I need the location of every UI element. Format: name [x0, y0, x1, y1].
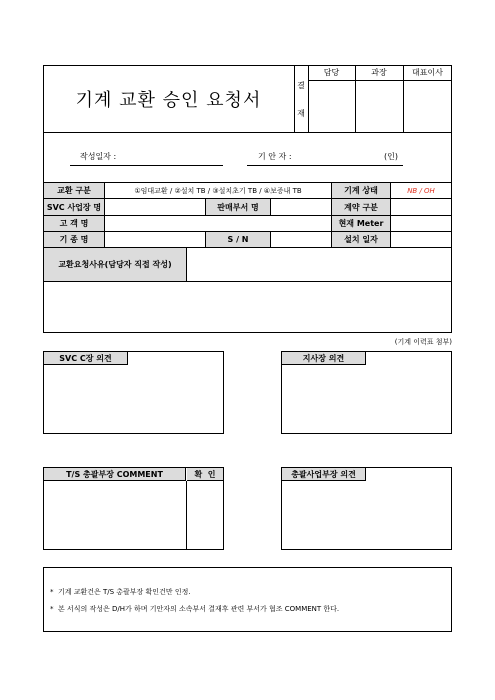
seal-label: (인) — [384, 152, 398, 161]
exchange-type-options[interactable]: ①임대교환 / ②설치 TB / ③설치초기 TB / ④보증내 TB — [134, 186, 302, 195]
approval-sign-ceo[interactable] — [404, 81, 451, 131]
branch-label: 지사장 의견 — [282, 352, 366, 365]
reason-label: 교환요청사유(담당자 직접 작성) — [44, 248, 187, 282]
confirm-label: 확 인 — [187, 468, 223, 481]
ts-manager-label: T/S 총괄부장 COMMENT — [44, 468, 186, 481]
business-manager-label: 총괄사업부장 의견 — [282, 468, 366, 481]
history-note: (기계 이력표 첨부) — [394, 338, 452, 346]
page-title: 기계 교환 승인 요청서 — [75, 89, 262, 111]
machine-status-label: 기계 상태 — [332, 183, 390, 198]
svc-center-label: SVC C장 의견 — [44, 352, 128, 365]
svc-office-label: SVC 사업장 명 — [44, 199, 104, 215]
branch-textarea[interactable] — [282, 366, 451, 433]
svc-center-textarea[interactable] — [44, 366, 223, 433]
model-field[interactable] — [105, 232, 205, 247]
business-manager-textarea[interactable] — [282, 482, 451, 549]
approval-col-manager: 과장 — [371, 68, 387, 77]
machine-status-value[interactable]: NB / OH — [407, 186, 435, 195]
sales-dept-field[interactable] — [271, 199, 331, 215]
note-line-1: * 기계 교환건은 T/S 총괄부장 확인건만 인정. — [50, 588, 191, 596]
exchange-type-label: 교환 구분 — [44, 183, 104, 198]
approval-side-label-2: 재 — [297, 108, 305, 118]
install-date-field[interactable] — [391, 232, 451, 247]
install-date-label: 설치 일자 — [332, 232, 390, 247]
approval-col-staff: 담당 — [323, 68, 340, 77]
customer-label: 고 객 명 — [44, 216, 104, 231]
drafter-label: 기 안 자 : — [258, 152, 292, 161]
approval-sign-staff[interactable] — [309, 81, 355, 131]
contract-type-field[interactable] — [391, 199, 451, 215]
approval-col-ceo: 대표이사 — [412, 68, 443, 77]
writer-date-label: 작성일자 : — [80, 152, 117, 161]
customer-field[interactable] — [105, 216, 331, 231]
drafter-field[interactable] — [247, 165, 403, 166]
contract-type-label: 계약 구분 — [332, 199, 390, 215]
approval-side-label-1: 결 — [297, 80, 305, 90]
current-meter-field[interactable] — [391, 216, 451, 231]
serial-field[interactable] — [271, 232, 331, 247]
reason-textarea[interactable] — [44, 283, 451, 332]
confirm-sign-field[interactable] — [187, 482, 223, 549]
serial-label: S / N — [206, 232, 270, 247]
sales-dept-label: 판매부서 명 — [206, 199, 270, 215]
model-label: 기 종 명 — [44, 232, 104, 247]
writer-date-field[interactable] — [70, 165, 223, 166]
ts-manager-textarea[interactable] — [44, 482, 186, 549]
title-bottom-line — [43, 132, 452, 133]
reason-divider — [187, 281, 452, 282]
approval-sign-manager[interactable] — [356, 81, 403, 131]
notes-box — [43, 567, 452, 632]
note-line-2: * 본 서식의 작성은 D/H가 하며 기안자의 소속부서 결재후 관련 부서가 협조 COMMENT 한다. — [50, 605, 340, 613]
title-divider — [294, 65, 295, 132]
svc-office-field[interactable] — [105, 199, 205, 215]
current-meter-label: 현재 Meter — [332, 216, 390, 231]
